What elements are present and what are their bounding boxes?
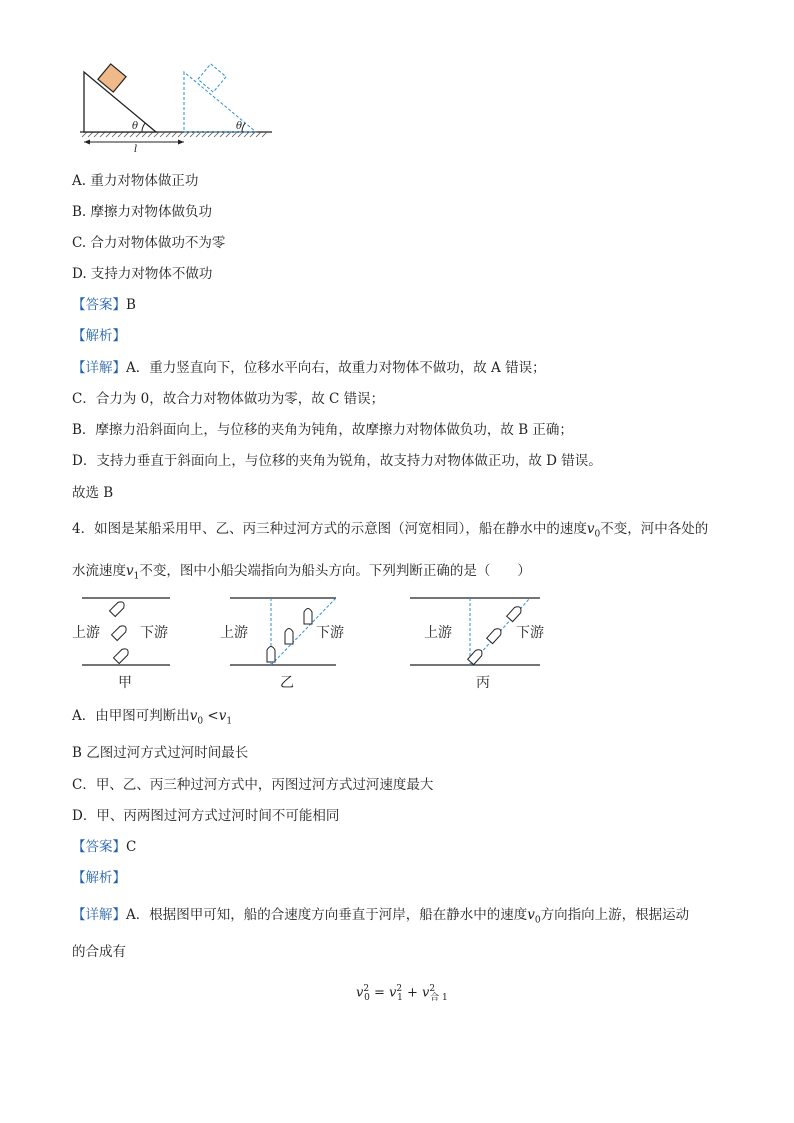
q4-option-a-s1: 1: [226, 716, 233, 727]
q3-conclusion: 故选 B: [72, 485, 114, 501]
formula-lhs: v: [356, 985, 364, 1001]
q4-option-a-lt: <: [203, 708, 219, 724]
q4-answer-value: C: [126, 839, 137, 855]
q4-detail-label: 【详解】: [72, 907, 126, 923]
jia-upstream: 上游: [72, 625, 100, 641]
formula-t1: v: [389, 985, 397, 1001]
q4-stem-1-pre: 4．如图是某船采用甲、乙、丙三种过河方式的示意图（河宽相同），船在静水中的速度: [72, 521, 587, 537]
theta-label-2: θ: [236, 121, 243, 132]
formula-t2: v: [422, 985, 430, 1001]
yi-upstream: 上游: [220, 625, 248, 641]
q4-stem-1-var: v: [586, 521, 595, 537]
q4-formula: [356, 980, 448, 1007]
formula-lhs-sup: 2: [363, 984, 370, 994]
q3-option-c: C. 合力对物体做功不为零: [72, 235, 226, 251]
theta-label-1: θ: [132, 121, 139, 132]
q4-option-b: B 乙图过河方式过河时间最长: [72, 745, 249, 761]
q4-detail-1-var: v: [527, 907, 535, 923]
formula-eq: =: [369, 985, 389, 1001]
bing-downstream: 下游: [516, 625, 544, 641]
jia-caption: 甲: [118, 675, 132, 691]
q4-answer: [72, 838, 136, 856]
bing-upstream: 上游: [424, 625, 452, 641]
q4-detail-1-sub: 0: [534, 915, 541, 926]
q4-answer-label: 【答案】: [72, 839, 126, 855]
formula-lhs-sub: 0: [364, 992, 370, 1003]
q3-detail-line-2: C．合力为 0，故合力对物体做功为零，故 C 错误；: [72, 391, 385, 407]
q3-detail-line-3: B．摩擦力沿斜面向上，与位移的夹角为钝角，故摩擦力对物体做负功，故 B 正确；: [72, 422, 573, 438]
q4-stem-2-var: v: [126, 563, 134, 579]
q4-analysis-label: 【解析】: [72, 870, 126, 886]
q3-detail-line-1: [72, 359, 546, 377]
q4-detail-1-post: 方向指向上游，根据运动: [540, 907, 690, 923]
jia-downstream: 下游: [140, 625, 168, 641]
q4-option-a-s0: 0: [197, 716, 204, 727]
formula-t2-sup: 2: [429, 984, 436, 994]
formula-t1-sub: 1: [397, 992, 403, 1003]
formula-t1-sup: 2: [396, 984, 403, 994]
q4-stem-line-1: [72, 520, 708, 544]
q4-option-a-v0: v: [189, 708, 198, 724]
q3-detail-line-4: D．支持力垂直于斜面向上，与位移的夹角为锐角，故支持力对物体做正功，故 D 错误。: [72, 453, 602, 469]
bing-caption: 丙: [476, 675, 490, 691]
river-figure-jia: [74, 590, 184, 690]
river-figure-yi: [218, 590, 358, 690]
q4-option-a: [72, 707, 232, 731]
q3-answer-label: 【答案】: [72, 297, 126, 313]
yi-downstream: 下游: [316, 625, 344, 641]
q4-detail-line-1: [72, 906, 689, 930]
q3-analysis-label: 【解析】: [72, 328, 126, 344]
incline-figure: [76, 62, 276, 158]
formula-plus: +: [402, 985, 422, 1001]
yi-caption: 乙: [280, 675, 294, 691]
q3-option-a: A. 重力对物体做正功: [72, 173, 199, 189]
q4-stem-1-post: 不变，河中各处的: [600, 521, 709, 537]
river-figure-bing: [402, 590, 562, 690]
q4-stem-line-2: [72, 562, 531, 586]
q3-detail-label: 【详解】: [72, 360, 126, 376]
q3-answer: [72, 296, 136, 314]
q4-stem-2-sub: 1: [133, 571, 140, 582]
l-label: l: [134, 144, 138, 155]
q4-detail-line-2: 的合成有: [72, 944, 126, 960]
q4-detail-1-pre: A．根据图甲可知，船的合速度方向垂直于河岸，船在静水中的速度: [126, 907, 528, 923]
q4-stem-2-post: 不变，图中小船尖端指向为船头方向。下列判断正确的是（ ）: [139, 563, 531, 579]
q3-option-b: B. 摩擦力对物体做负功: [72, 204, 213, 220]
q4-option-c: C．甲、乙、丙三种过河方式中，丙图过河方式过河速度最大: [72, 777, 434, 793]
q3-option-d: D. 支持力对物体不做功: [72, 266, 213, 282]
q4-option-d: D．甲、丙两图过河方式过河时间不可能相同: [72, 808, 340, 824]
formula-t2-sub: 合 1: [430, 992, 448, 1003]
q4-option-a-v1: v: [218, 708, 227, 724]
q3-answer-value: B: [126, 297, 136, 313]
q4-option-a-pre: A．由甲图可判断出: [72, 708, 190, 724]
q3-detail-text-1: A．重力竖直向下，位移水平向右，故重力对物体不做功，故 A 错误；: [126, 360, 546, 376]
q4-stem-1-sub: 0: [594, 529, 601, 540]
q4-stem-2-pre: 水流速度: [72, 563, 126, 579]
